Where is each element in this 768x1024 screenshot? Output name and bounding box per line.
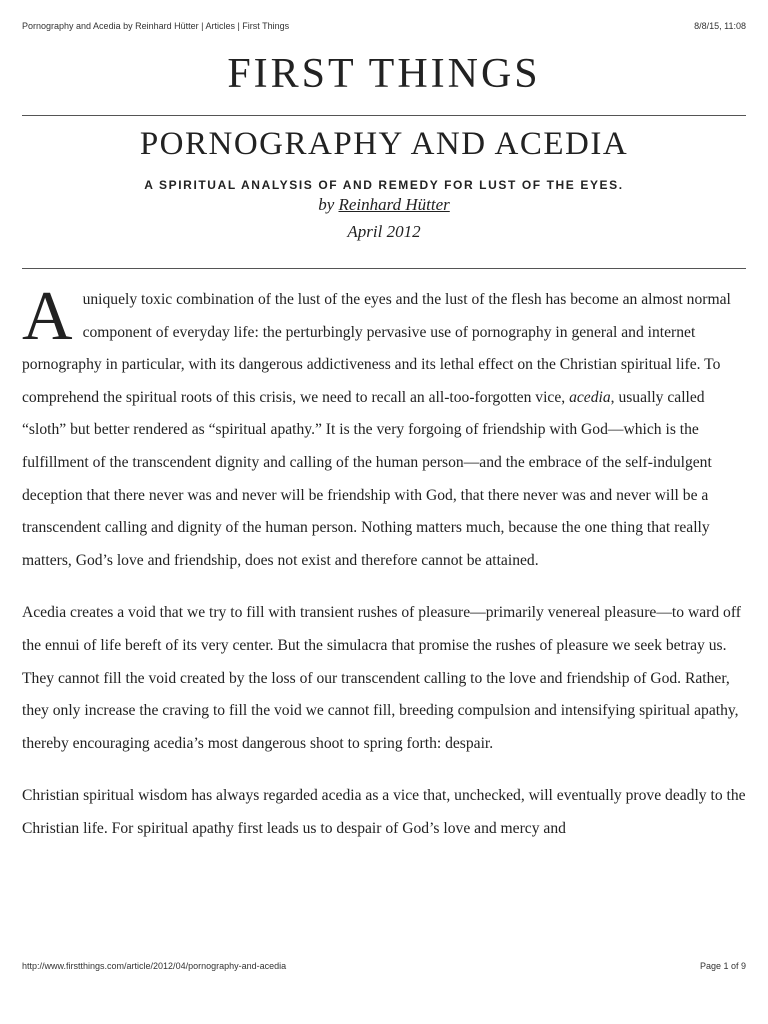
print-header (22, 21, 746, 31)
paragraph-1-part-b: , usually called “sloth” but better rendered as “spiritual apathy.” It is the very forgoing of friendship with God—which is the fulfillment of the transcendent dignity and calling of the human person—and the embrace of the self-indulgent deception that there never was and never will be friendship with God, that there never was and never will be a transcendent calling and dignity of the human person. Nothing matters much, because the one thing that really matters, God’s love and friendship, does not exist and therefore cannot be attained. (22, 388, 712, 569)
article-body (22, 278, 747, 866)
page-number: Page 1 of 9 (699, 961, 746, 971)
print-header-timestamp: 8/8/15, 11:08 (694, 21, 746, 31)
divider-top (22, 115, 746, 116)
print-header-title: Pornography and Acedia by Reinhard Hütter | Articles | First Things (22, 21, 290, 31)
paragraph-1-part-a: uniquely toxic combination of the lust of the eyes and the lust of the flesh has become an almost normal component of everyday life: the perturbingly pervasive use of pornography in general and internet pornography in particular, with its dangerous addictiveness and its lethal effect on the Christian spiritual life. To comprehend the spiritual roots of this crisis, we need to recall an all-too-forgotten vice, (22, 291, 731, 406)
byline (0, 195, 768, 215)
acedia-emphasis: acedia (569, 388, 611, 406)
print-footer (22, 961, 746, 971)
paragraph-2: Acedia creates a void that we try to fill with transient rushes of pleasure—primarily venereal pleasure—to ward off the ennui of life bereft of its very center. But the simulacra that promise the rushes of pleasure we seek betray us. They cannot fill the void created by the loss of our transcendent calling to the love and friendship of God. Rather, they only increase the craving to fill the void we cannot fill, breeding compulsion and intensifying spiritual apathy, thereby encouraging acedia’s most dangerous shoot to spring forth: despair. (22, 604, 741, 752)
author-link[interactable]: Reinhard Hütter (338, 195, 450, 214)
article-subtitle: A SPIRITUAL ANALYSIS OF AND REMEDY FOR LUST OF THE EYES. (144, 178, 624, 192)
drop-cap: A (22, 278, 73, 355)
article-title: PORNOGRAPHY AND ACEDIA (139, 126, 629, 162)
paragraph-1 (22, 278, 747, 577)
byline-prefix: by (318, 195, 339, 214)
footer-url: http://www.firstthings.com/article/2012/04/pornography-and-acedia (22, 961, 287, 971)
divider-mid (22, 268, 746, 269)
masthead-logo[interactable]: FIRST THINGS (227, 51, 541, 97)
article-date: April 2012 (347, 222, 421, 241)
paragraph-3: Christian spiritual wisdom has always regarded acedia as a vice that, unchecked, will eventually prove deadly to the Christian life. For spiritual apathy first leads us to despair of God’s love and mercy and (22, 787, 746, 837)
